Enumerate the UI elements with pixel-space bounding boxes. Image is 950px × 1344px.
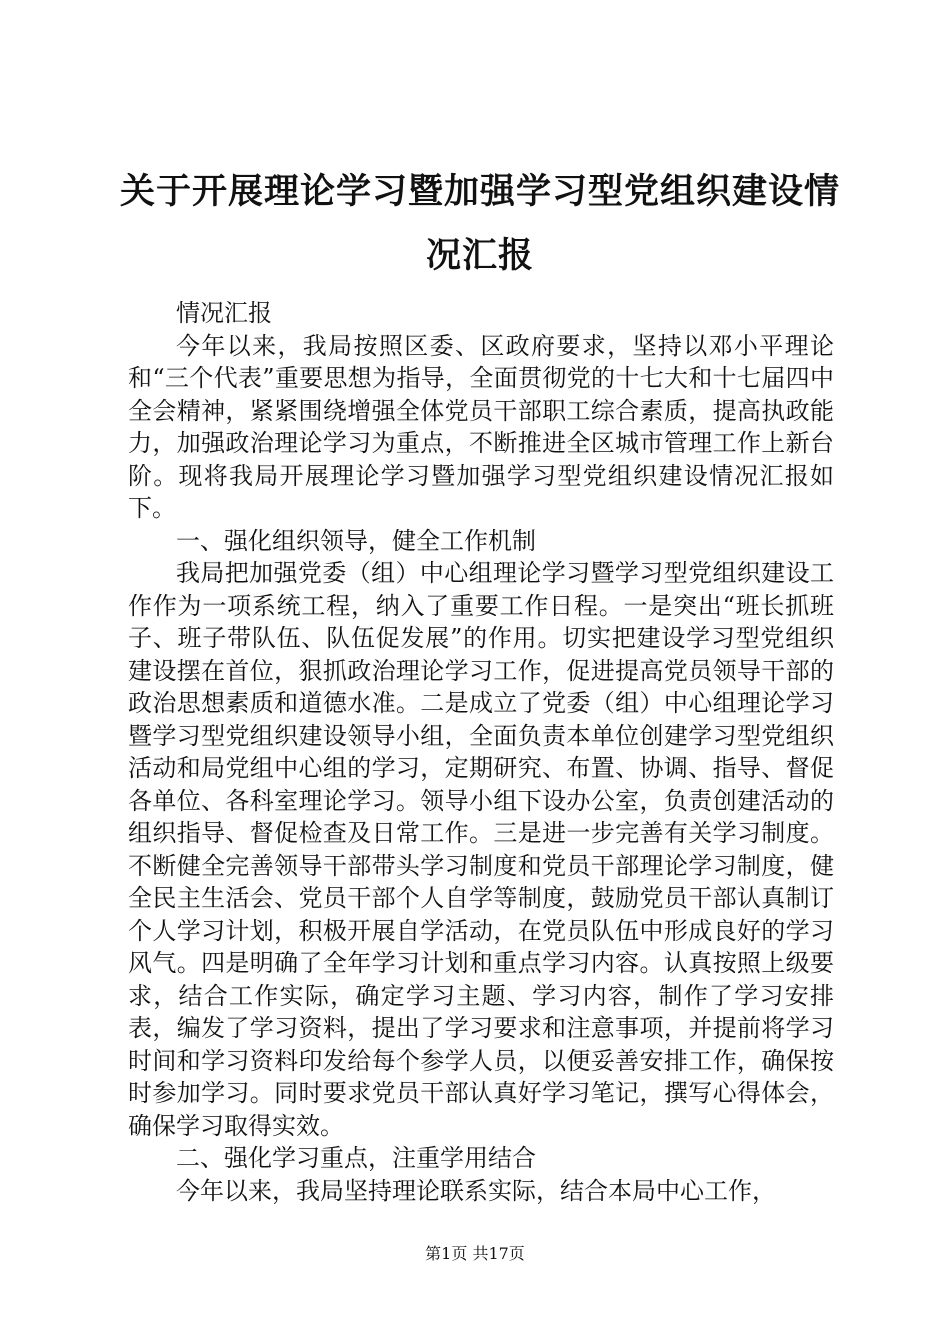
- paragraph-section-2: 今年以来，我局坚持理论联系实际，结合本局中心工作，: [176, 1176, 776, 1205]
- page-footer: 第1页 共17页: [425, 1244, 525, 1263]
- section-heading-2: 二、强化学习重点，注重学用结合: [176, 1144, 536, 1172]
- paragraph-intro: 今年以来，我局按照区委、区政府要求，坚持以邓小平理论和“三个代表”重要思想为指导，全面贯彻党的十七大和十七届四中全会精神，紧紧围绕增强全体党员干部职工综合素质，提高执政能力，加强政治理论学习为重点，不断推进全区城市管理工作上新台阶。现将我局开展理论学习暨加强学习型党组织建设情况汇报如下。: [128, 331, 834, 522]
- section-heading-1: 一、强化组织领导，健全工作机制: [176, 526, 536, 555]
- paragraph-heading: 情况汇报: [176, 299, 272, 327]
- document-body: [128, 297, 834, 1207]
- paragraph-section-1: 我局把加强党委（组）中心组理论学习暨学习型党组织建设工作作为一项系统工程，纳入了重要工作日程。一是突出“班长抓班子、班子带队伍、队伍促发展”的作用。切实把建设学习型党组织建设摆在首位，狠抓政治理论学习工作，促进提高党员领导干部的政治思想素质和道德水准。二是成立了党委（组）中心组理论学习暨学习型党组织建设领导小组，全面负责本单位创建学习型党组织活动和局党组中心组的学习，定期研究、布置、协调、指导、督促各单位、各科室理论学习。领导小组下设办公室，负责创建活动的组织指导、督促检查及日常工作。三是进一步完善有关学习制度。不断健全完善领导干部带头学习制度和党员干部理论学习制度，健全民主生活会、党员干部个人自学等制度，鼓励党员干部认真制订个人学习计划，积极开展自学活动，在党员队伍中形成良好的学习风气。四是明确了全年学习计划和重点学习内容。认真按照上级要求，结合工作实际，确定学习主题、学习内容，制作了学习安排表，编发了学习资料，提出了学习要求和注意事项，并提前将学习时间和学习资料印发给每个参学人员，以便妥善安排工作，确保按时参加学习。同时要求党员干部认真好学习笔记，撰写心得体会，确保学习取得实效。: [128, 559, 834, 1140]
- document-title: 关于开展理论学习暨加强学习型党组织建设情况汇报: [120, 171, 841, 276]
